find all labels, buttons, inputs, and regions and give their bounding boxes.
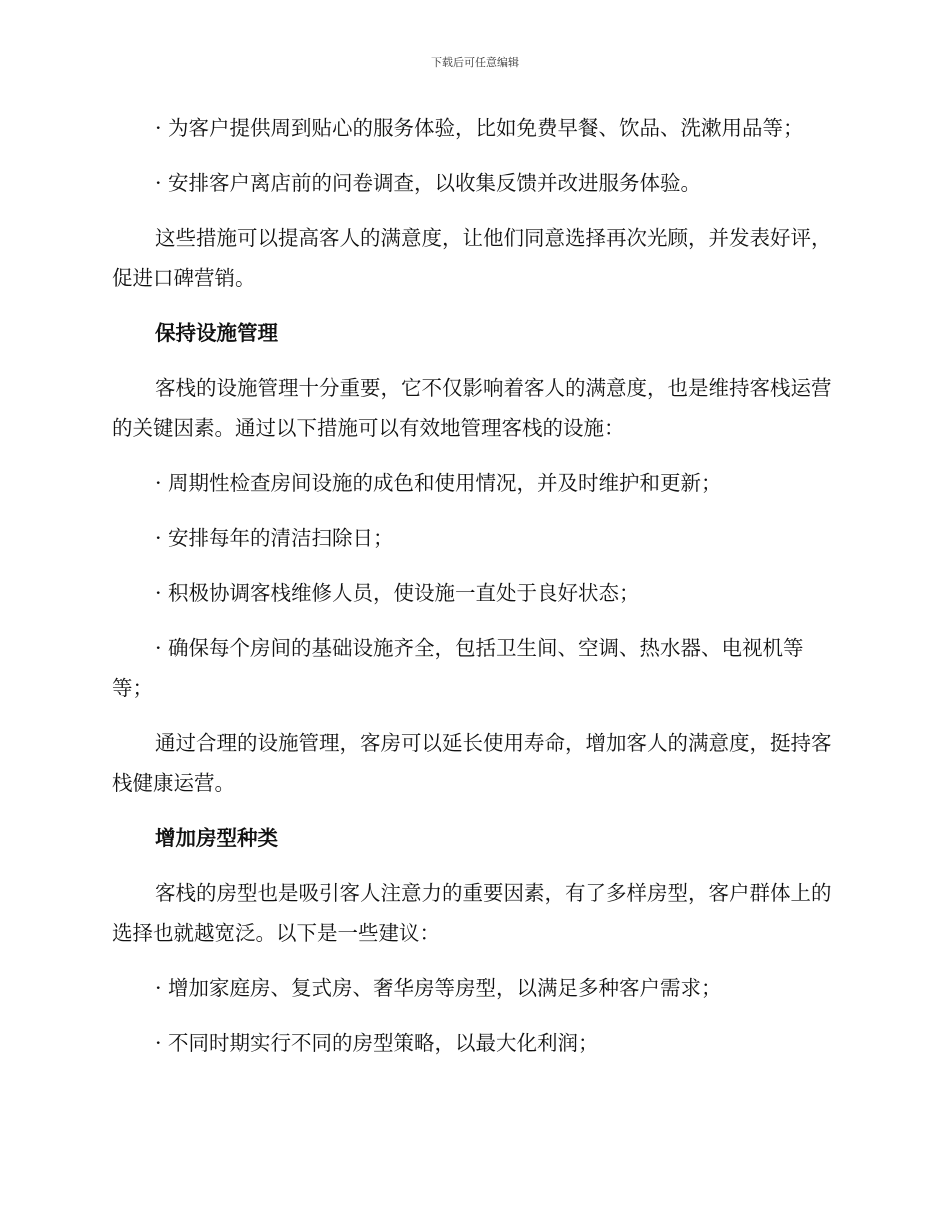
section-heading-facility: 保持设施管理 [155,321,278,345]
bullet-maintenance-staff: · 积极协调客栈维修人员，使设施一直处于良好状态； [155,581,640,605]
paragraph-satisfaction: 这些措施可以提高客人的满意度，让他们同意选择再次光顾，并发表好评，促进口碑营销。 [112,226,832,290]
section-heading-room-types: 增加房型种类 [155,826,278,850]
bullet-add-room-types: · 增加家庭房、复式房、奢华房等房型，以满足多种客户需求； [155,976,722,1000]
bullet-room-basics: · 确保每个房间的基础设施齐全，包括卫生间、空调、热水器、电视机等等； [112,636,804,700]
paragraph-room-types-intro: 客栈的房型也是吸引客人注意力的重要因素，有了多样房型，客户群体上的选择也就越宽泛。以下是一些建议： [112,881,832,945]
paragraph-facility-summary: 通过合理的设施管理，客房可以延长使用寿命，增加客人的满意度，挺持客栈健康运营。 [112,731,832,795]
document-body [112,108,832,1063]
page-header-note: 下载后可任意编辑 [431,56,519,69]
bullet-room-strategy: · 不同时期实行不同的房型策略，以最大化利润； [155,1031,599,1055]
bullet-service-experience: · 为客户提供周到贴心的服务体验，比如免费早餐、饮品、洗漱用品等； [155,116,804,140]
bullet-periodic-check: · 周期性检查房间设施的成色和使用情况，并及时维护和更新； [155,471,722,495]
bullet-survey: · 安排客户离店前的问卷调查，以收集反馈并改进服务体验。 [155,171,702,195]
bullet-cleaning-day: · 安排每年的清洁扫除日； [155,526,394,550]
paragraph-facility-intro: 客栈的设施管理十分重要，它不仅影响着客人的满意度，也是维持客栈运营的关键因素。通过以下措施可以有效地管理客栈的设施： [112,376,832,440]
